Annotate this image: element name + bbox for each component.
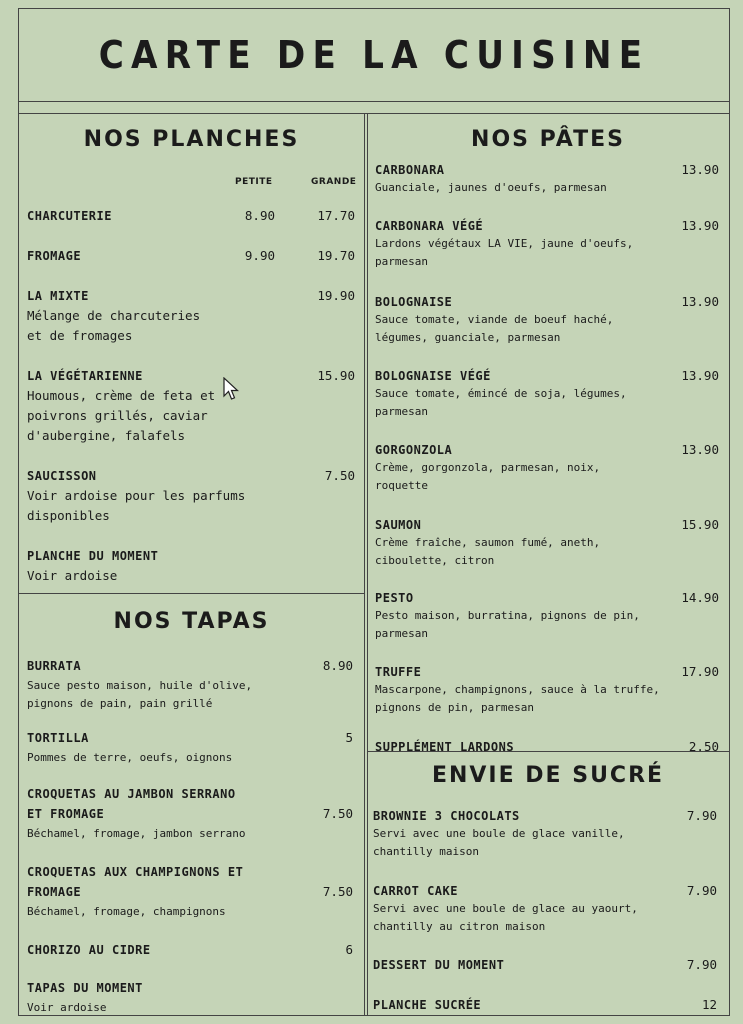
menu-item-name: BROWNIE 3 CHOCOLATS [373, 809, 520, 823]
section-pates [367, 113, 729, 754]
menu-item-description: Pommes de terre, oeufs, oignons [27, 751, 233, 764]
menu-item-name: SAUCISSON [27, 469, 97, 483]
section-title-planches: NOS PLANCHES [83, 127, 300, 152]
menu-item-name: PESTO [375, 591, 414, 605]
menu-item-name: LA MIXTE [27, 289, 89, 303]
menu-item-price: 13.90 [681, 442, 719, 457]
menu-item-price: 2.50 [688, 739, 719, 754]
section-tapas [19, 593, 364, 1015]
menu-item-price: 7.50 [322, 806, 353, 821]
menu-item-description: Guanciale, jaunes d'oeufs, parmesan [375, 181, 607, 194]
menu-item-name: FROMAGE [27, 885, 82, 899]
menu-item-description: légumes, guanciale, parmesan [375, 331, 561, 344]
menu-frame [18, 8, 730, 1016]
price-grande: 19.90 [317, 288, 355, 303]
menu-item-price: 8.90 [322, 658, 353, 673]
menu-item-price: 15.90 [681, 517, 719, 532]
menu-item-description: Voir ardoise [27, 1001, 107, 1014]
menu-item-name: PLANCHE DU MOMENT [27, 549, 159, 563]
menu-item-description: Crème fraîche, saumon fumé, aneth, [375, 536, 601, 549]
column-header-petite: PETITE [235, 177, 273, 187]
menu-item-description: disponibles [27, 508, 110, 523]
menu-item-name: CARBONARA VÉGÉ [375, 219, 484, 233]
menu-item-price: 17.90 [681, 664, 719, 679]
menu-item-description: parmesan [375, 627, 428, 640]
menu-item-description: Mélange de charcuteries [27, 308, 201, 323]
menu-item-description: ciboulette, citron [375, 554, 495, 567]
menu-item-name: SUPPLÉMENT LARDONS [375, 740, 515, 754]
price-grande: 15.90 [317, 368, 355, 383]
menu-item-description: Béchamel, fromage, jambon serrano [27, 827, 246, 840]
menu-item-description: Pesto maison, burratina, pignons de pin, [375, 609, 640, 622]
menu-item-description: Sauce pesto maison, huile d'olive, [27, 679, 253, 692]
menu-item-price: 13.90 [681, 218, 719, 233]
menu-item-name: CHORIZO AU CIDRE [27, 943, 151, 957]
section-sucre [367, 751, 729, 1015]
menu-item-price: 6 [345, 942, 353, 957]
menu-item-price: 13.90 [681, 162, 719, 177]
menu-item-name: CHARCUTERIE [27, 209, 112, 223]
menu-item-description: pignons de pin, parmesan [375, 701, 534, 714]
section-title-pates: NOS PÂTES [471, 127, 625, 152]
menu-item-description: Sauce tomate, viande de boeuf haché, [375, 313, 614, 326]
menu-item-name: FROMAGE [27, 249, 82, 263]
menu-item-description: Voir ardoise pour les parfums [27, 488, 246, 503]
menu-item-name: BOLOGNAISE [375, 295, 453, 309]
menu-item-description: Houmous, crème de feta et [27, 388, 216, 403]
menu-item-name: SAUMON [375, 518, 422, 532]
menu-item-description: et de fromages [27, 328, 133, 343]
menu-item-name: CARBONARA [375, 163, 445, 177]
menu-item-name: TORTILLA [27, 731, 89, 745]
menu-item-price: 13.90 [681, 368, 719, 383]
menu-item-description: pignons de pain, pain grillé [27, 697, 213, 710]
menu-item-description: Lardons végétaux LA VIE, jaune d'oeufs, [375, 237, 634, 250]
menu-item-name: BURRATA [27, 659, 82, 673]
mouse-pointer-icon [223, 377, 239, 401]
menu-item-name: CROQUETAS AUX CHAMPIGNONS ET [27, 865, 244, 879]
menu-item-description: chantilly au citron maison [373, 920, 546, 933]
menu-item-description: roquette [375, 479, 428, 492]
menu-item-description: d'aubergine, falafels [27, 428, 186, 443]
menu-item-description: Mascarpone, champignons, sauce à la truffe, [375, 683, 660, 696]
menu-item-price: 7.90 [686, 957, 717, 972]
price-petite: 9.90 [244, 248, 275, 263]
menu-item-price: 7.90 [686, 808, 717, 823]
menu-item-description: poivrons grillés, caviar [27, 408, 208, 423]
menu-item-description: Sauce tomate, émincé de soja, légumes, [375, 387, 627, 400]
menu-item-price: 12 [701, 997, 717, 1012]
menu-item-price: 5 [345, 730, 353, 745]
divider [364, 113, 365, 1015]
menu-item-price: 14.90 [681, 590, 719, 605]
menu-item-description: parmesan [375, 255, 428, 268]
menu-item-description: chantilly maison [373, 845, 479, 858]
menu-item-name: PLANCHE SUCRÉE [373, 998, 482, 1012]
price-petite: 8.90 [244, 208, 275, 223]
menu-item-name: LA VÉGÉTARIENNE [27, 369, 143, 383]
menu-item-name: ET FROMAGE [27, 807, 105, 821]
menu-item-description: Béchamel, fromage, champignons [27, 905, 226, 918]
menu-item-name: CARROT CAKE [373, 884, 458, 898]
menu-item-price: 13.90 [681, 294, 719, 309]
menu-item-description: Servi avec une boule de glace au yaourt, [373, 902, 638, 915]
menu-item-name: GORGONZOLA [375, 443, 453, 457]
price-grande: 7.50 [324, 468, 355, 483]
section-planches [19, 113, 364, 593]
menu-item-price: 7.90 [686, 883, 717, 898]
menu-item-name: BOLOGNAISE VÉGÉ [375, 369, 491, 383]
menu-item-description: parmesan [375, 405, 428, 418]
price-grande: 17.70 [317, 208, 355, 223]
divider [19, 101, 729, 102]
column-header-grande: GRANDE [311, 177, 357, 187]
menu-item-description: Crème, gorgonzola, parmesan, noix, [375, 461, 601, 474]
menu-item-description: Voir ardoise [27, 568, 118, 583]
menu-item-description: Servi avec une boule de glace vanille, [373, 827, 625, 840]
menu-item-price: 7.50 [322, 884, 353, 899]
menu-item-name: DESSERT DU MOMENT [373, 958, 505, 972]
menu-item-name: TAPAS DU MOMENT [27, 981, 143, 995]
section-title-sucre: ENVIE DE SUCRÉ [431, 763, 665, 788]
page-title: CARTE DE LA CUISINE [98, 33, 650, 77]
price-grande: 19.70 [317, 248, 355, 263]
menu-item-name: CROQUETAS AU JAMBON SERRANO [27, 787, 236, 801]
menu-item-name: TRUFFE [375, 665, 422, 679]
section-title-tapas: NOS TAPAS [113, 609, 270, 634]
